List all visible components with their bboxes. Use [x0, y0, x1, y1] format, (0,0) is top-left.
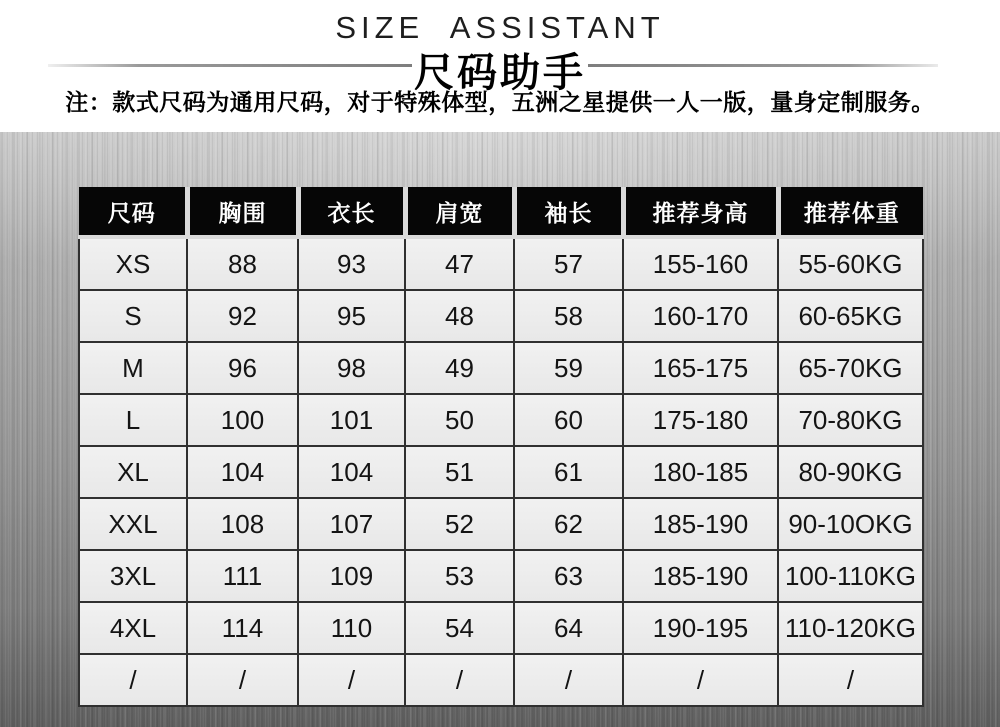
table-cell: 63 — [514, 550, 623, 602]
table-row-m — [79, 342, 923, 394]
table-cell: / — [778, 654, 923, 706]
table-cell: 98 — [298, 342, 405, 394]
table-cell: 64 — [514, 602, 623, 654]
header-cell-height: 推荐身高 — [623, 187, 778, 237]
table-row-xs — [79, 237, 923, 290]
table-cell: 104 — [298, 446, 405, 498]
table-row-xxl — [79, 498, 923, 550]
table-row-3xl — [79, 550, 923, 602]
table-cell: 3XL — [79, 550, 187, 602]
decorative-line-right — [588, 64, 938, 67]
table-cell: / — [298, 654, 405, 706]
table-cell: 175-180 — [623, 394, 778, 446]
table-cell: 185-190 — [623, 550, 778, 602]
table-cell: 107 — [298, 498, 405, 550]
table-header-row — [79, 187, 923, 237]
table-cell: 185-190 — [623, 498, 778, 550]
header-cell-size: 尺码 — [79, 187, 187, 237]
table-cell: 80-90KG — [778, 446, 923, 498]
metal-background — [0, 132, 1000, 727]
table-cell: S — [79, 290, 187, 342]
table-row-empty — [79, 654, 923, 706]
table-cell: M — [79, 342, 187, 394]
table-cell: 111 — [187, 550, 298, 602]
table-cell: 60-65KG — [778, 290, 923, 342]
table-cell: 108 — [187, 498, 298, 550]
table-cell: 110-120KG — [778, 602, 923, 654]
note-text: 注：款式尺码为通用尺码，对于特殊体型，五洲之星提供一人一版，量身定制服务。 — [65, 90, 935, 115]
table-cell: / — [187, 654, 298, 706]
header-section — [0, 0, 1000, 132]
table-cell: 60 — [514, 394, 623, 446]
table-cell: 47 — [405, 237, 514, 290]
table-row-s — [79, 290, 923, 342]
table-cell: 90-10OKG — [778, 498, 923, 550]
header-cell-chest: 胸围 — [187, 187, 298, 237]
table-cell: L — [79, 394, 187, 446]
table-cell: 110 — [298, 602, 405, 654]
table-cell: 48 — [405, 290, 514, 342]
table-cell: 61 — [514, 446, 623, 498]
table-cell: 65-70KG — [778, 342, 923, 394]
table-cell: / — [405, 654, 514, 706]
table-row-xl — [79, 446, 923, 498]
table-cell: 49 — [405, 342, 514, 394]
table-cell: 59 — [514, 342, 623, 394]
table-cell: 101 — [298, 394, 405, 446]
table-cell: 165-175 — [623, 342, 778, 394]
table-cell: 92 — [187, 290, 298, 342]
table-cell: 57 — [514, 237, 623, 290]
table-cell: 50 — [405, 394, 514, 446]
table-cell: 190-195 — [623, 602, 778, 654]
table-cell: XS — [79, 237, 187, 290]
table-cell: 95 — [298, 290, 405, 342]
table-cell: / — [79, 654, 187, 706]
table-cell: 100-110KG — [778, 550, 923, 602]
table-cell: 54 — [405, 602, 514, 654]
table-cell: 70-80KG — [778, 394, 923, 446]
table-cell: 109 — [298, 550, 405, 602]
header-cell-length: 衣长 — [298, 187, 405, 237]
table-cell: 104 — [187, 446, 298, 498]
table-cell: / — [514, 654, 623, 706]
header-cell-weight: 推荐体重 — [778, 187, 923, 237]
size-table — [78, 187, 924, 707]
table-cell: XL — [79, 446, 187, 498]
table-row-4xl — [79, 602, 923, 654]
title-english: SIZE ASSISTANT — [335, 10, 665, 45]
table-cell: 160-170 — [623, 290, 778, 342]
title-chinese: 尺码助手 — [414, 50, 586, 95]
table-cell: 100 — [187, 394, 298, 446]
table-cell: 96 — [187, 342, 298, 394]
table-cell: 51 — [405, 446, 514, 498]
table-cell: 88 — [187, 237, 298, 290]
table-cell: 114 — [187, 602, 298, 654]
table-cell: 4XL — [79, 602, 187, 654]
header-cell-shoulder: 肩宽 — [405, 187, 514, 237]
table-cell: 155-160 — [623, 237, 778, 290]
table-cell: 53 — [405, 550, 514, 602]
table-cell: 58 — [514, 290, 623, 342]
table-cell: 62 — [514, 498, 623, 550]
table-cell: XXL — [79, 498, 187, 550]
table-cell: / — [623, 654, 778, 706]
header-cell-sleeve: 袖长 — [514, 187, 623, 237]
table-row-l — [79, 394, 923, 446]
table-cell: 55-60KG — [778, 237, 923, 290]
table-cell: 93 — [298, 237, 405, 290]
table-cell: 52 — [405, 498, 514, 550]
table-cell: 180-185 — [623, 446, 778, 498]
